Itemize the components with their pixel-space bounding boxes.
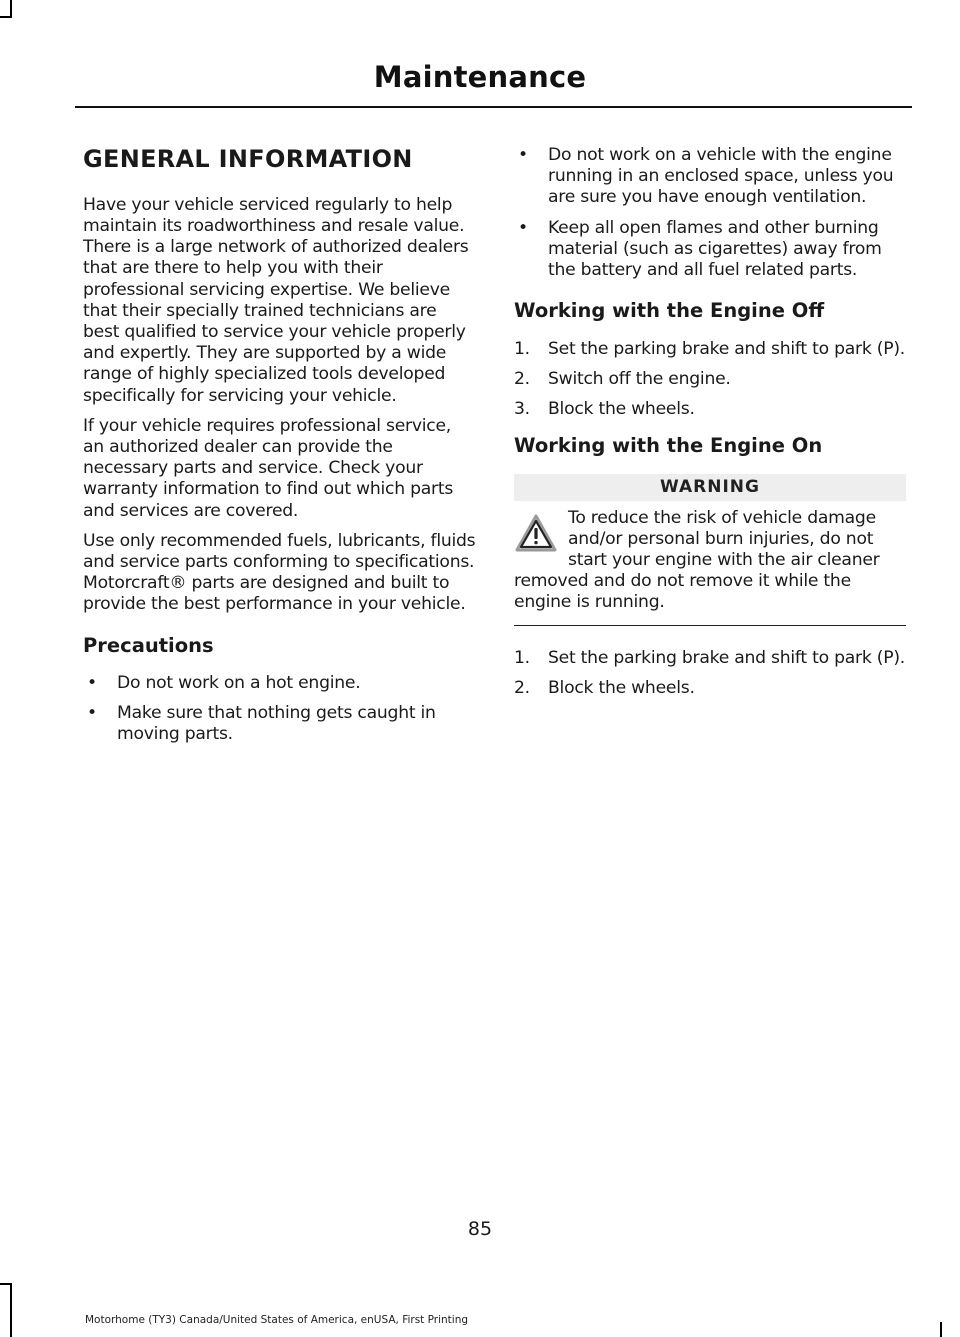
bullet-marker: • bbox=[518, 145, 528, 165]
paragraph: Have your vehicle serviced regularly to help maintain its roadworthiness and resale value. There is a large network of authorized dealers that are there to help you with their professional servicing expertise. We believe that their specially trained technicians are best qualified to service your vehicle properly and expertly. They are supported by a wide range of highly specialized tools developed specifically for servicing your vehicle. bbox=[83, 194, 469, 406]
step-item bbox=[514, 648, 906, 669]
engine-off-steps bbox=[514, 339, 906, 421]
list-item bbox=[83, 703, 477, 745]
bullet-marker: • bbox=[87, 673, 97, 694]
list-item bbox=[514, 145, 906, 209]
crop-mark bbox=[0, 16, 12, 18]
precautions-list bbox=[83, 673, 477, 746]
step-item bbox=[514, 369, 906, 390]
list-item bbox=[514, 218, 906, 282]
paragraph: If your vehicle requires professional service, an authorized dealer can provide the necessary parts and service. Check your warranty information to find out which parts and services are covered. bbox=[83, 415, 454, 521]
step-number: 1. bbox=[514, 647, 530, 668]
header-divider bbox=[75, 106, 912, 108]
right-column bbox=[514, 145, 906, 714]
list-item-text: Do not work on a vehicle with the engine running in an enclosed space, unless you are sure you have enough ventilation. bbox=[548, 145, 894, 208]
precautions-heading: Precautions bbox=[83, 633, 214, 657]
step-item bbox=[514, 678, 906, 699]
step-number: 1. bbox=[514, 338, 530, 359]
warning-box bbox=[514, 474, 906, 626]
list-item-text: Do not work on a hot engine. bbox=[117, 673, 361, 694]
page-number: 85 bbox=[467, 1218, 493, 1240]
bullet-marker: • bbox=[87, 703, 97, 724]
step-text: Switch off the engine. bbox=[548, 368, 731, 389]
footer-text: Motorhome (TY3) Canada/United States of America, enUSA, First Printing bbox=[85, 1314, 469, 1326]
bullet-marker: • bbox=[518, 217, 528, 238]
warning-body bbox=[514, 508, 906, 614]
engine-on-heading: Working with the Engine On bbox=[514, 434, 823, 458]
crop-mark bbox=[940, 1322, 942, 1337]
warning-label: WARNING bbox=[514, 474, 906, 501]
left-column bbox=[83, 145, 477, 761]
step-number: 2. bbox=[514, 368, 530, 389]
step-number: 2. bbox=[514, 677, 530, 698]
step-text: Block the wheels. bbox=[548, 677, 695, 698]
precautions-list-continued bbox=[514, 145, 906, 281]
step-item bbox=[514, 339, 906, 360]
list-item-text: Keep all open flames and other burning material (such as cigarettes) away from the battery and all fuel related parts. bbox=[548, 217, 882, 281]
engine-on-steps bbox=[514, 648, 906, 699]
warning-triangle-icon bbox=[514, 512, 558, 562]
step-text: Set the parking brake and shift to park (P). bbox=[548, 647, 906, 668]
step-item bbox=[514, 399, 906, 420]
engine-off-heading: Working with the Engine Off bbox=[514, 299, 825, 323]
step-text: Set the parking brake and shift to park (P). bbox=[548, 338, 906, 359]
crop-mark bbox=[10, 1283, 12, 1337]
step-number: 3. bbox=[514, 399, 530, 420]
crop-mark bbox=[10, 0, 12, 16]
page-header-title: Maintenance bbox=[373, 60, 587, 94]
list-item bbox=[83, 673, 477, 694]
section-title: GENERAL INFORMATION bbox=[83, 145, 413, 173]
list-item-text: Make sure that nothing gets caught in moving parts. bbox=[117, 703, 436, 745]
paragraph: Use only recommended fuels, lubricants, fluids and service parts conforming to specifications. Motorcraft® parts are designed and built to provide the best performance in your vehicle. bbox=[83, 530, 476, 615]
warning-text: To reduce the risk of vehicle damage and/or personal burn injuries, do not start your engine with the air cleaner removed and do not remove it while the engine is running. bbox=[514, 507, 880, 613]
step-text: Block the wheels. bbox=[548, 399, 695, 420]
crop-mark bbox=[0, 1283, 12, 1285]
